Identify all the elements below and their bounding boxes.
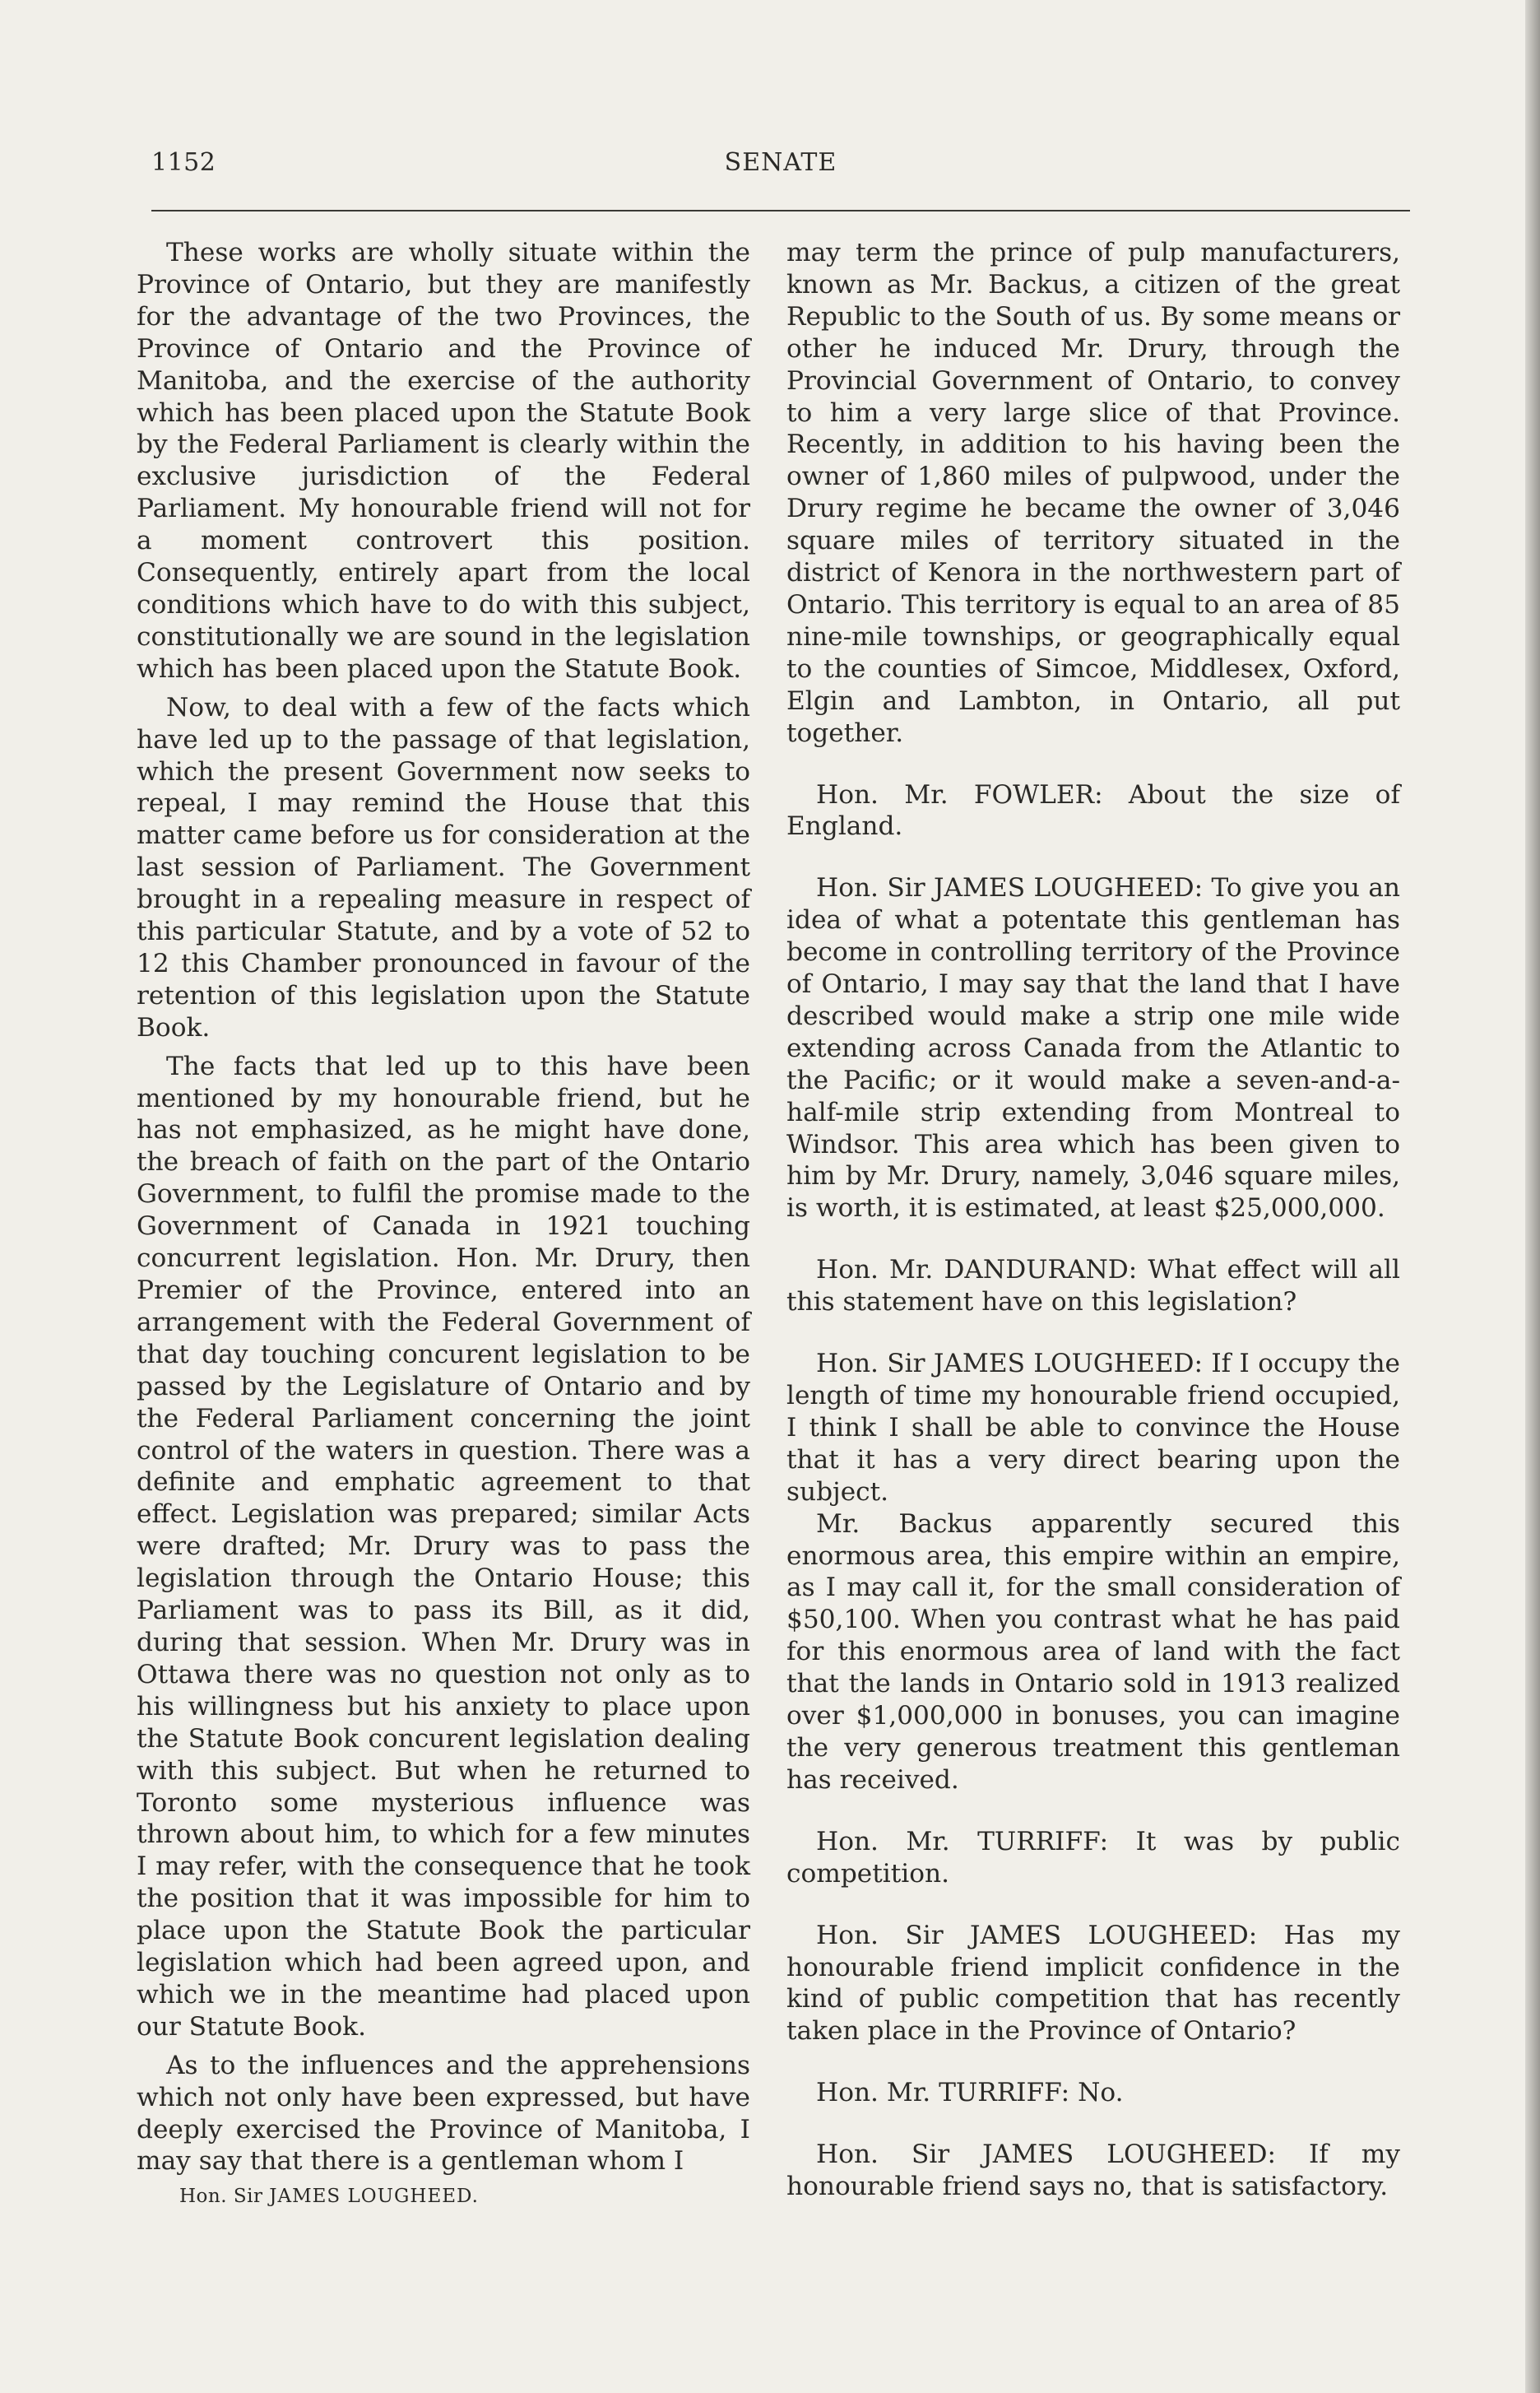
speech-lougheed: Hon. Sir JAMES LOUGHEED: Has my honourable friend implicit confidence in the kind of public competition that has recently taken place in the Province of Ontario? <box>786 1920 1400 2047</box>
speech-turriff: Hon. Mr. TURRIFF: No. <box>816 2078 1124 2108</box>
speech-lougheed: Hon. Sir JAMES LOUGHEED: If my honourable friend says no, that is satisfactory. <box>786 2140 1400 2202</box>
footer-speaker <box>179 2186 479 2207</box>
right-column <box>786 237 1400 2203</box>
paragraph: These works are wholly situate within the Province of Ontario, but they are manifestly for the advantage of the two Provinces, the Province of Ontario and the Province of Manitoba, and the exercise of the authority which has been placed upon the Statute Book by the Federal Parliament is clearly within the exclusive jurisdiction of the Federal Parliament. My honourable friend will not for a moment controvert this position. Consequently, entirely apart from the local conditions which have to do with this subject, constitutionally we are sound in the legislation which has been placed upon the Statute Book. <box>137 238 750 684</box>
paragraph: Now, to deal with a few of the facts which have led up to the passage of that legislation, which the present Government now seeks to repeal, I may remind the House that this matter came before us for consideration at the last session of Parliament. The Government brought in a repealing measure in respect of this particular Statute, and by a vote of 52 to 12 this Chamber pronounced in favour of the retention of this legislation upon the Statute Book. <box>137 692 750 1043</box>
speech-dandurand: Hon. Mr. DANDURAND: What effect will all this statement have on this legislation? <box>786 1255 1400 1317</box>
speech-lougheed: Hon. Sir JAMES LOUGHEED: If I occupy the length of time my honourable friend occupied, I think I shall be able to convince the House that it has a very direct bearing upon the subject. <box>786 1349 1400 1507</box>
paragraph: The facts that led up to this have been mentioned by my honourable friend, but he has not emphasized, as he might have done, the breach of faith on the part of the Ontario Government, to fulfil the promise made to the Government of Canada in 1921 touching concurrent legislation. Hon. Mr. Drury, then Premier of the Province, entered into an arrangement with the Federal Government of that day touching concurent legislation to be passed by the Legislature of Ontario and by the Federal Parliament concerning the joint control of the waters in question. There was a definite and emphatic agreement to that effect. Legislation was prepared; similar Acts were drafted; Mr. Drury was to pass the legislation through the Ontario House; this Parliament was to pass its Bill, as it did, during that session. When Mr. Drury was in Ottawa there was no question not only as to his willingness but his anxiety to place upon the Statute Book concurent legislation dealing with this subject. But when he returned to Toronto some mysterious influence was thrown about him, to which for a few minutes I may refer, with the consequence that he took the position that it was impossible for him to place upon the Statute Book the particular legislation which had been agreed upon, and which we in the meantime had placed upon our Statute Book. <box>137 1051 750 2042</box>
page-header <box>151 148 1410 184</box>
paragraph: As to the influences and the apprehensions which not only have been expressed, but have deeply exercised the Province of Manitoba, I may say that there is a gentleman whom I <box>137 2050 750 2177</box>
paragraph: Mr. Backus apparently secured this enormous area, this empire within an empire, as I may call it, for the small consideration of $50,100. When you contrast what he has paid for this enormous area of land with the fact that the lands in Ontario sold in 1913 realized over $1,000,000 in bonuses, you can imagine the very generous treatment this gentleman has received. <box>786 1508 1400 1795</box>
page-edge-shadow <box>1525 0 1540 2393</box>
page-number: 1152 <box>151 148 216 177</box>
left-column <box>137 237 750 2177</box>
footer-prefix: Hon. Sir <box>179 2186 263 2207</box>
running-head: SENATE <box>724 148 837 177</box>
speech-fowler: Hon. Mr. FOWLER: About the size of England. <box>786 779 1400 842</box>
speech-lougheed: Hon. Sir JAMES LOUGHEED: To give you an idea of what a potentate this gentleman has become in controlling territory of the Province of Ontario, I may say that the land that I have described would make a strip one mile wide extending across Canada from the Atlantic to the Pacific; or it would make a seven-and-a-half-mile strip extending from Montreal to Windsor. This area which has been given to him by Mr. Drury, namely, 3,046 square miles, is worth, it is estimated, at least $25,000,000. <box>786 873 1400 1224</box>
footer-name: JAMES LOUGHEED. <box>269 2186 479 2207</box>
speech-turriff: Hon. Mr. TURRIFF: It was by public competition. <box>786 1826 1400 1889</box>
continued-paragraph: may term the prince of pulp manufacturers, known as Mr. Backus, a citizen of the great Republic to the South of us. By some means or other he induced Mr. Drury, through the Provincial Government of Ontario, to convey to him a very large slice of that Province. Recently, in addition to his having been the owner of 1,860 miles of pulpwood, under the Drury regime he became the owner of 3,046 square miles of territory situated in the district of Kenora in the northwestern part of Ontario. This territory is equal to an area of 85 nine-mile townships, or geographically equal to the counties of Simcoe, Middlesex, Oxford, Elgin and Lambton, in Ontario, all put together. <box>786 238 1400 748</box>
header-rule <box>151 210 1410 211</box>
